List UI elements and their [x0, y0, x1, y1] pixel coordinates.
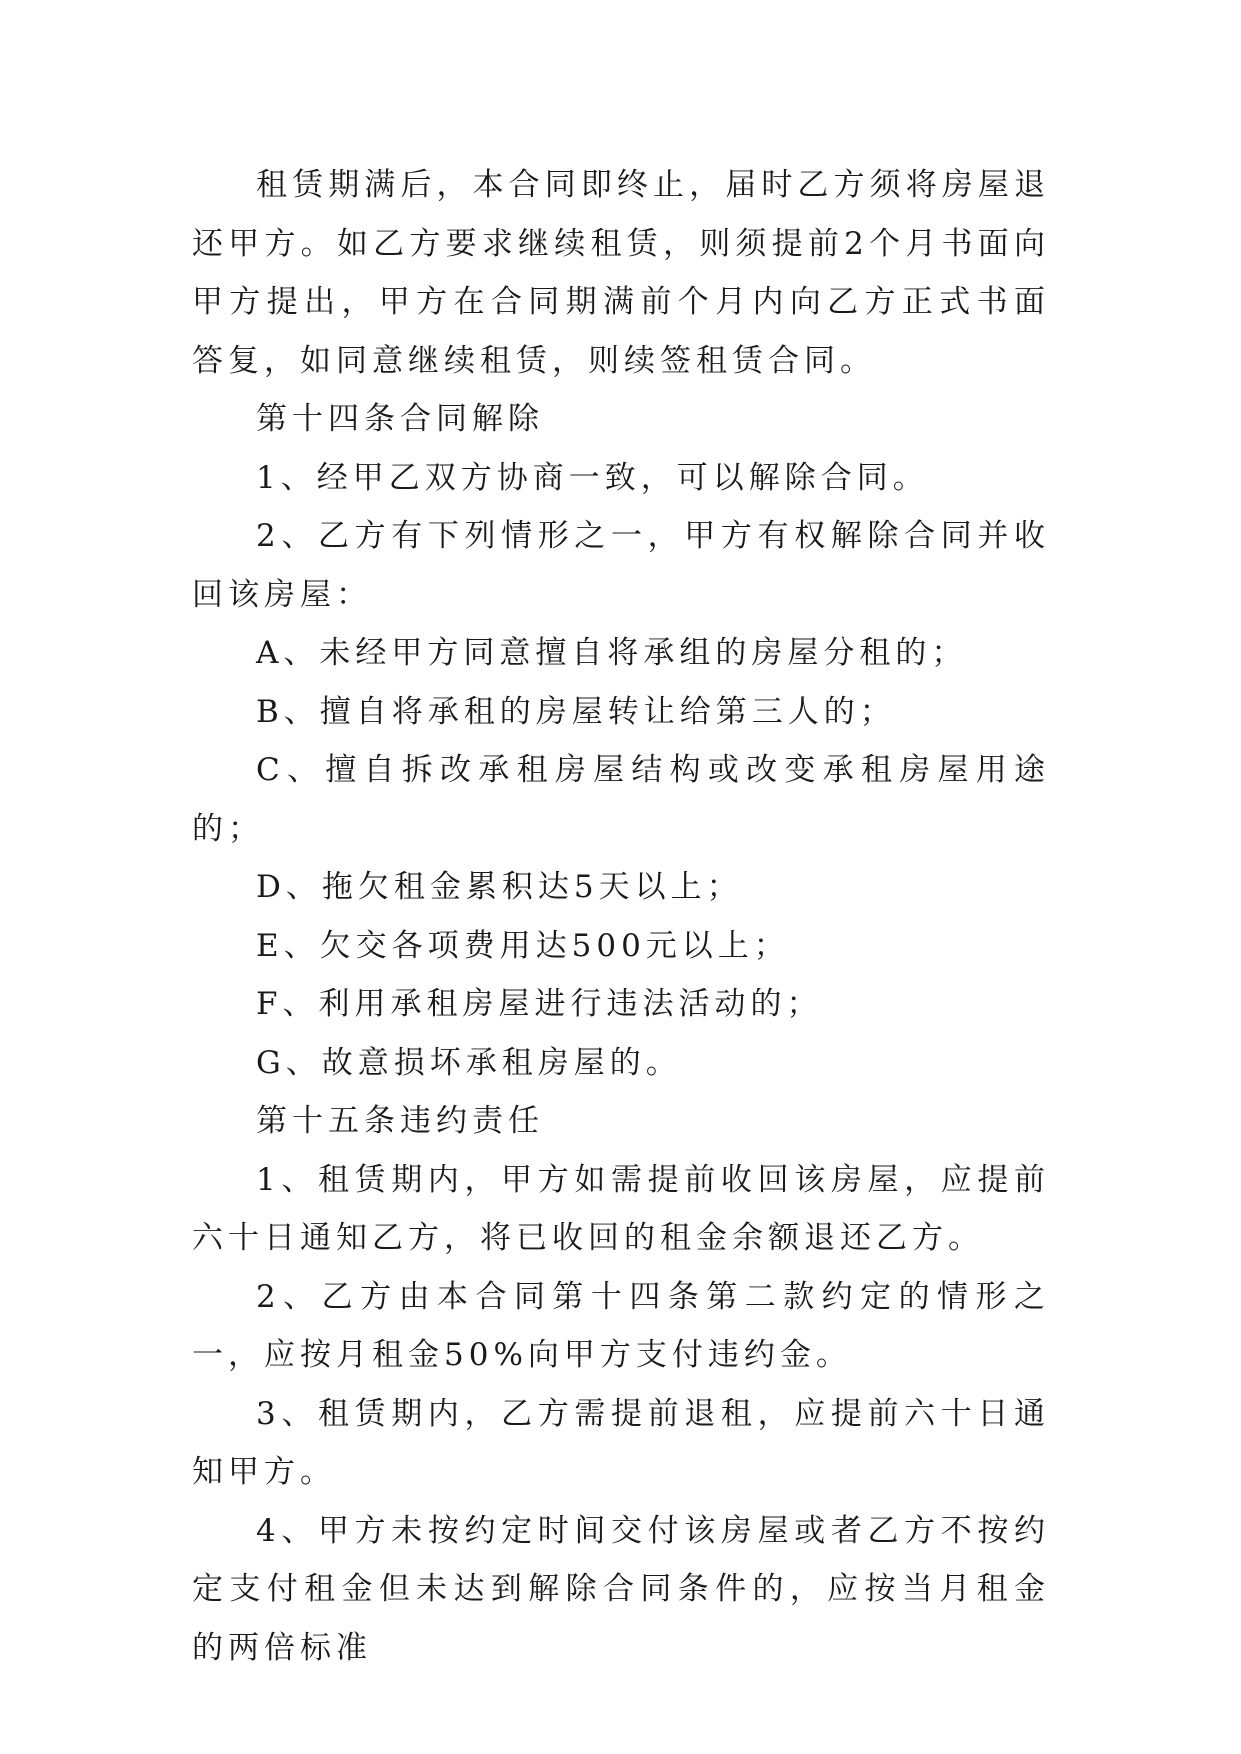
clause-15-4: 4、甲方未按约定时间交付该房屋或者乙方不按约定支付租金但未达到解除合同条件的，应按当月租金的两倍标准: [192, 1512, 1050, 1666]
clause-14-1: 1、经甲乙双方协商一致，可以解除合同。: [256, 459, 929, 496]
paragraph-lease-expiry: 租赁期满后，本合同即终止，届时乙方须将房屋退还甲方。如乙方要求继续租赁，则须提前2个月书面向甲方提出，甲方在合同期满前个月内向乙方正式书面答复，如同意继续租赁，则续签租赁合同。: [192, 167, 1050, 379]
clause-14-2-g: G、故意损坏承租房屋的。: [256, 1044, 682, 1081]
clause-14-2-e: E、欠交各项费用达500元以上；: [256, 927, 790, 964]
heading-article-14: 第十四条合同解除: [256, 401, 544, 437]
heading-article-15: 第十五条违约责任: [256, 1103, 544, 1139]
clause-15-2: 2、乙方由本合同第十四条第二款约定的情形之一，应按月租金50%向甲方支付违约金。: [192, 1278, 1050, 1373]
clause-14-2-b: B、擅自将承租的房屋转让给第三人的；: [256, 693, 896, 730]
clause-15-1: 1、租赁期内，甲方如需提前收回该房屋，应提前六十日通知乙方，将已收回的租金余额退还乙方。: [192, 1161, 1050, 1256]
clause-14-2-d: D、拖欠租金累积达5天以上；: [256, 869, 743, 905]
contract-body: [192, 156, 1050, 1677]
clause-14-2-c: C、擅自拆改承租房屋结构或改变承租房屋用途的；: [192, 752, 1050, 847]
clause-14-2: 2、乙方有下列情形之一，甲方有权解除合同并收回该房屋：: [192, 518, 1050, 613]
clause-14-2-f: F、利用承租房屋进行违法活动的；: [256, 986, 823, 1022]
clause-14-2-a: A、未经甲方同意擅自将承组的房屋分租的；: [256, 635, 968, 671]
clause-15-3: 3、租赁期内，乙方需提前退租，应提前六十日通知甲方。: [192, 1395, 1050, 1490]
